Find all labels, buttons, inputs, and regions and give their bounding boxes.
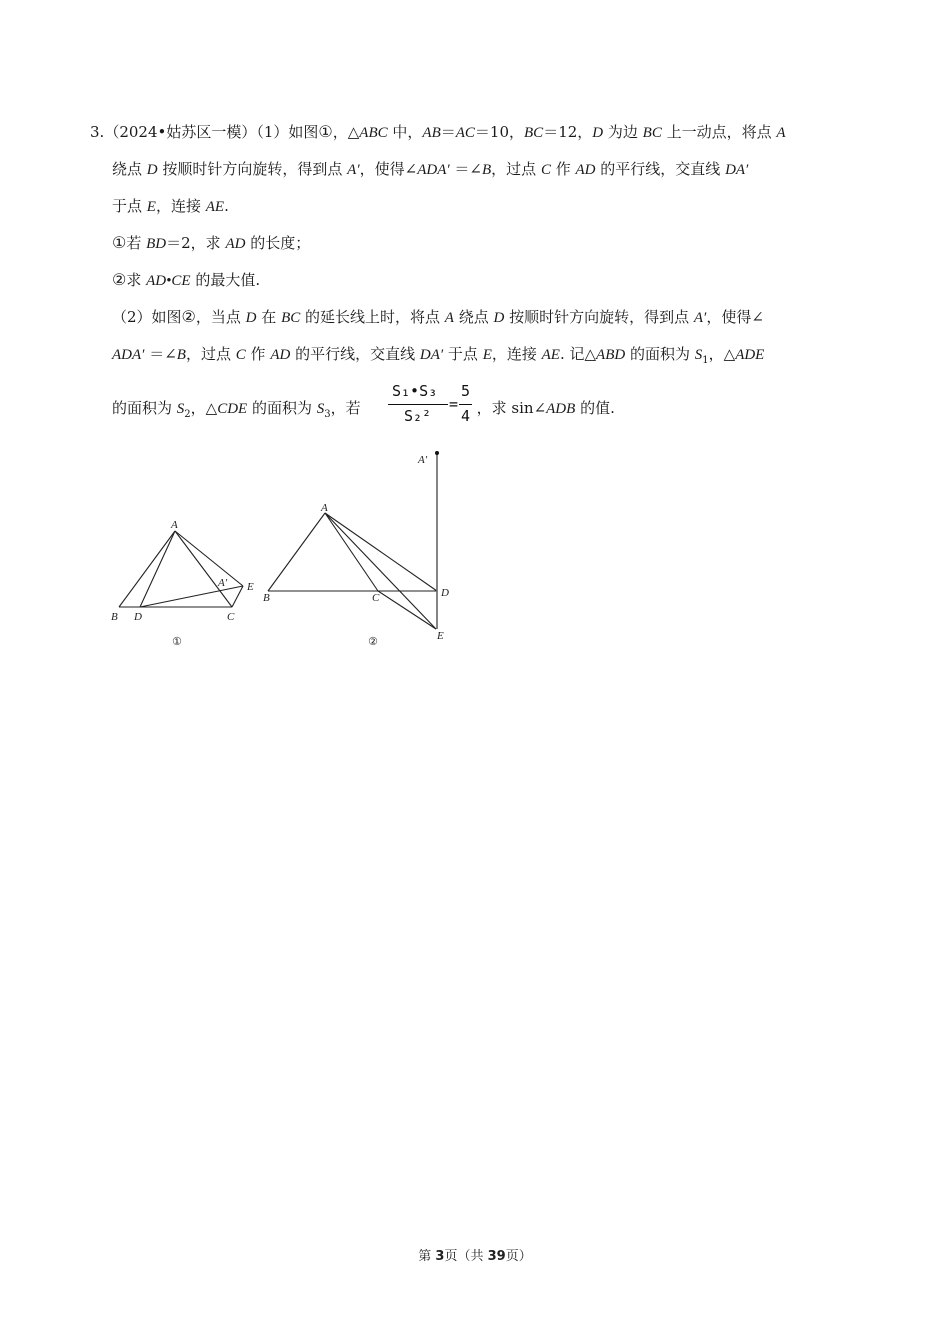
fig2-label-aprime: A′ bbox=[418, 454, 428, 466]
sub-question-marker-2: ② bbox=[112, 270, 127, 289]
fig2-label-d: D bbox=[441, 587, 449, 599]
fig2-label-a: A bbox=[321, 502, 328, 514]
current-page: 3 bbox=[435, 1249, 445, 1264]
fig2-caption: ② bbox=[368, 635, 378, 648]
problem-source: （2024•姑苏区一模） bbox=[104, 123, 257, 141]
figure-ref-1: ① bbox=[318, 122, 333, 141]
part2-line-3: 的面积为 $S_2$，△CDE 的面积为 $S_3$，若 ，求 sin∠ADB 的值. bbox=[112, 399, 615, 420]
rhs-numerator: 5 bbox=[461, 382, 471, 400]
rhs-fraction-bar bbox=[459, 404, 472, 405]
geometry-figure-2 bbox=[255, 445, 465, 655]
rhs-denominator: 4 bbox=[461, 407, 471, 425]
fraction-numerator: S₁•S₃ bbox=[392, 382, 438, 400]
sub-question-1: ①若 BD＝2，求 AD 的长度； bbox=[112, 233, 311, 252]
sub-question-2: ②求 AD•CE 的最大值. bbox=[112, 270, 261, 289]
area-ratio-fraction bbox=[388, 382, 478, 432]
fig1-label-d: D bbox=[134, 611, 142, 623]
part2-line-1: （2）如图②，当点 D 在 BC 的延长线上时，将点 A 绕点 D 按顺时针方向旋转，得到点 A′，使得∠ bbox=[112, 307, 764, 326]
fig2-label-b: B bbox=[263, 592, 270, 604]
part2-line-2: ADA′ ＝∠B，过点 C 作 AD 的平行线，交直线 DA′ 于点 E，连接 AE. 记△ABD 的面积为 $S_1$，△ADE bbox=[112, 345, 765, 366]
sub-question-marker-1: ① bbox=[112, 233, 127, 252]
figure-ref-2: ② bbox=[181, 307, 196, 326]
fig2-label-e: E bbox=[437, 630, 444, 642]
fig1-label-e: E bbox=[247, 581, 254, 593]
fig2-point-aprime bbox=[435, 451, 439, 455]
problem-number: 3. bbox=[90, 123, 105, 141]
fig1-caption: ① bbox=[172, 635, 182, 648]
fig1-label-c: C bbox=[227, 611, 235, 623]
problem-line-1: 3.（2024•姑苏区一模）（1）如图①，△ABC 中，AB＝AC＝10，BC＝12，D 为边 BC 上一动点，将点 A bbox=[90, 122, 786, 141]
total-pages: 39 bbox=[487, 1249, 506, 1264]
fig1-label-aprime: A′ bbox=[218, 577, 228, 589]
fraction-equals: = bbox=[449, 395, 459, 413]
geometry-figure-1 bbox=[100, 510, 270, 655]
fig2-label-c: C bbox=[372, 592, 380, 604]
fraction-denominator: S₂² bbox=[404, 407, 432, 425]
problem-line-2: 绕点 D 按顺时针方向旋转，得到点 A′，使得∠ADA′ ＝∠B，过点 C 作 AD 的平行线，交直线 DA′ bbox=[112, 160, 749, 178]
problem-line-3: 于点 E，连接 AE. bbox=[112, 197, 229, 215]
fraction-bar bbox=[388, 404, 448, 405]
fig1-label-a: A bbox=[171, 519, 178, 531]
page-footer: 第 3页（共 39页） bbox=[418, 1249, 532, 1264]
fig1-label-b: B bbox=[111, 611, 118, 623]
